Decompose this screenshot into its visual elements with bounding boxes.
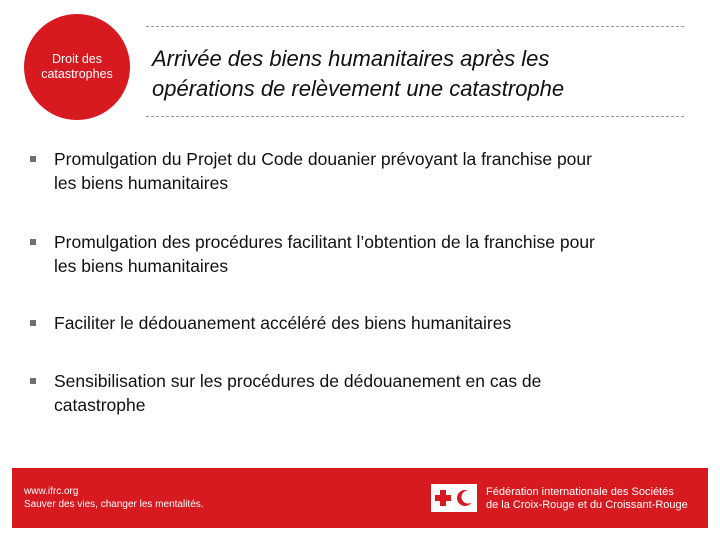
red-crescent-icon bbox=[456, 489, 474, 507]
red-cross-icon bbox=[434, 489, 452, 507]
bullet-item bbox=[30, 147, 690, 195]
badge-line-1: Droit des bbox=[51, 52, 103, 66]
red-cross-crescent-logo-icon bbox=[431, 484, 477, 512]
bullet-marker-icon bbox=[30, 156, 36, 162]
title-bottom-divider bbox=[146, 116, 684, 117]
slide-title bbox=[152, 44, 692, 104]
title-top-divider bbox=[146, 26, 684, 27]
organization-name bbox=[486, 486, 706, 512]
slide-title-line-2: opérations de relèvement une catastrophe bbox=[152, 76, 565, 101]
badge-line-2: catastrophes bbox=[41, 67, 113, 81]
bullet-text-line-1: Promulgation du Projet du Code douanier prévoyant la franchise pour bbox=[54, 149, 592, 169]
bullet-text-line-1: Faciliter le dédouanement accéléré des biens humanitaires bbox=[54, 313, 512, 333]
section-badge bbox=[24, 14, 130, 120]
bullet-text-line-1: Promulgation des procédures facilitant l’obtention de la franchise pour bbox=[54, 232, 595, 252]
bullet-item bbox=[30, 311, 690, 335]
bullet-text-line-2: les biens humanitaires bbox=[54, 173, 229, 193]
footer-bar bbox=[12, 468, 708, 528]
bullet-marker-icon bbox=[30, 239, 36, 245]
footer-url-link[interactable]: www.ifrc.org bbox=[24, 486, 79, 497]
organization-name-line-2: de la Croix-Rouge et du Croissant-Rouge bbox=[486, 499, 688, 511]
bullet-text-line-2: les biens humanitaires bbox=[54, 256, 229, 276]
bullet-text-line-1: Sensibilisation sur les procédures de dédouanement en cas de bbox=[54, 371, 542, 391]
organization-name-line-1: Fédération internationale des Sociétés bbox=[486, 486, 674, 498]
slide-title-line-1: Arrivée des biens humanitaires après les bbox=[152, 46, 550, 71]
footer-slogan: Sauver des vies, changer les mentalités. bbox=[24, 499, 204, 510]
bullet-item bbox=[30, 230, 690, 278]
bullet-item bbox=[30, 369, 690, 417]
bullet-text-line-2: catastrophe bbox=[54, 395, 146, 415]
bullet-marker-icon bbox=[30, 320, 36, 326]
bullet-marker-icon bbox=[30, 378, 36, 384]
